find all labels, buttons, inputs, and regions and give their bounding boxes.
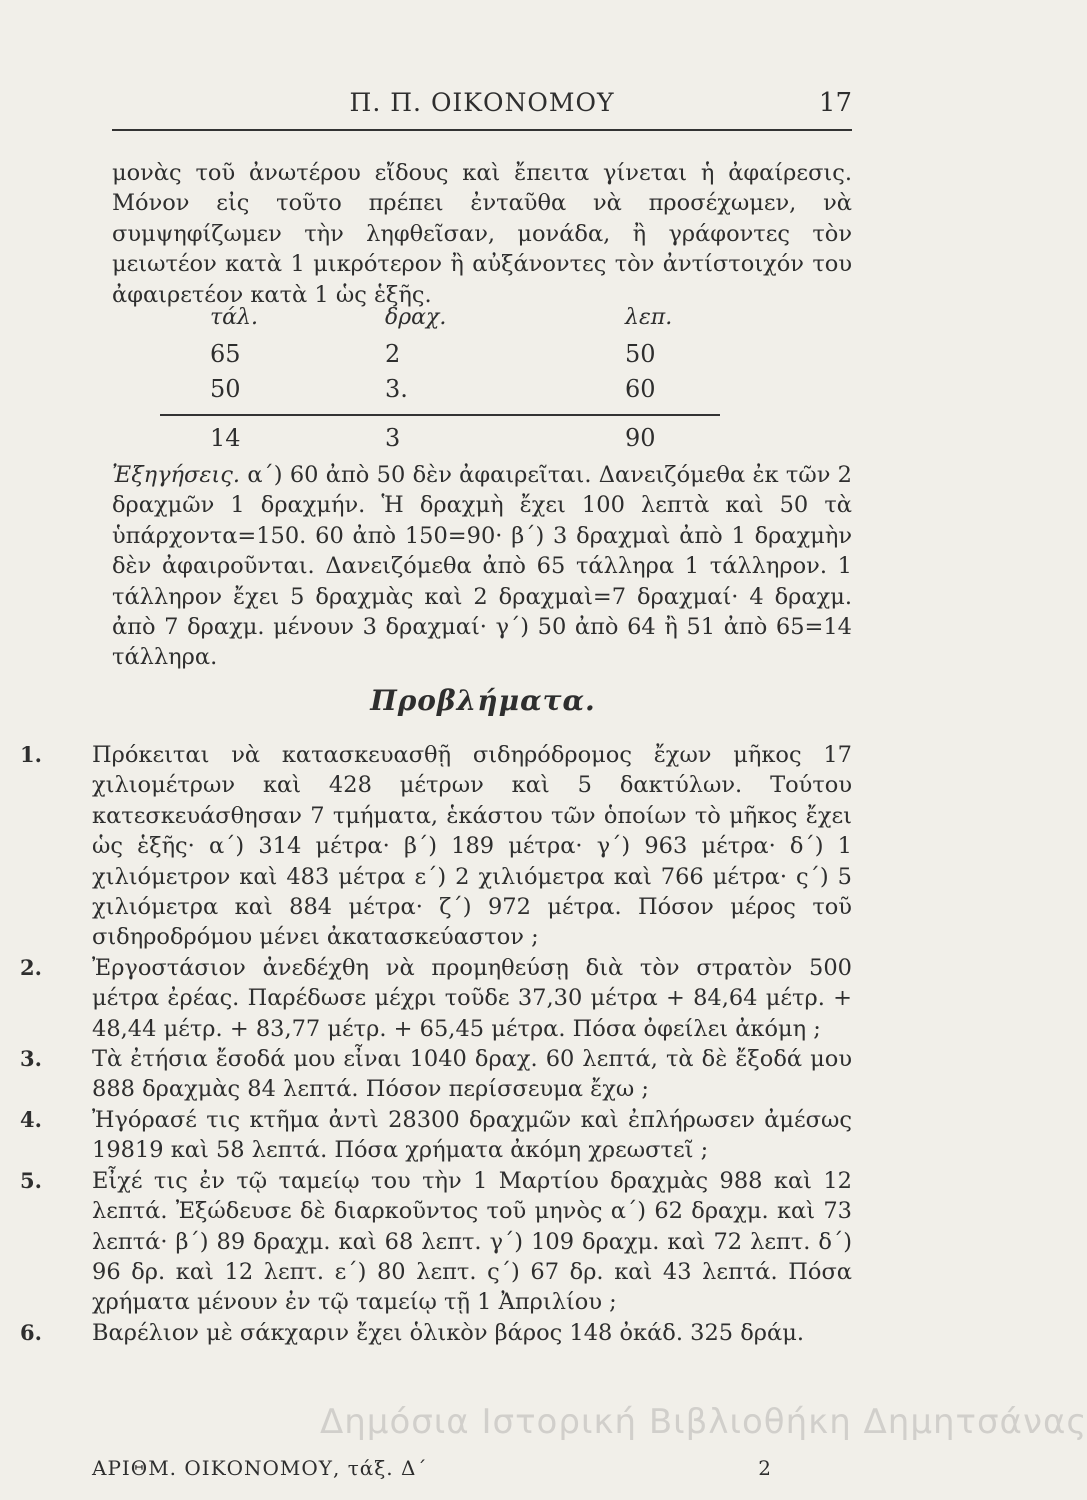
explanation-paragraph [112, 460, 852, 673]
calc-header-lepta: λεπ. [625, 305, 673, 330]
calc-result-cell: 90 [625, 424, 656, 452]
calc-result-cell: 14 [210, 424, 241, 452]
calc-row [160, 340, 720, 375]
calc-cell: 50 [625, 340, 656, 368]
problem-text: Ἐργοστάσιον ἀνεδέχθη νὰ προμηθεύσῃ διὰ τὸν στρατὸν 500 μέτρα ἐρέας. Παρέδωσε μέχρι τοῦδε 37,30 μέτρα + 84,64 μέτρ. + 48,44 μέτρ. + 83,77 μέτρ. + 65,45 μέτρα. Πόσα ὀφείλει ἀκόμη ; [92, 954, 852, 1042]
calc-result-row [160, 424, 720, 459]
problem-number: 2. [20, 954, 42, 980]
footer-sheet-number: 2 [758, 1456, 772, 1480]
problem-number: 4. [20, 1106, 42, 1132]
intro-paragraph [112, 158, 852, 310]
problem-text: Τὰ ἐτήσια ἔσοδά μου εἶναι 1040 δραχ. 60 λεπτά, τὰ δὲ ἔξοδά μου 888 δραχμὰς 84 λεπτά. Πόσον περίσσευμα ἔχω ; [92, 1046, 852, 1103]
calc-header-drachmes: δραχ. [385, 305, 447, 330]
problem-item [20, 1105, 852, 1166]
problems-list [20, 740, 852, 1348]
calc-cell: 2 [385, 340, 401, 368]
problem-text: Πρόκειται νὰ κατασκευασθῇ σιδηρόδρομος ἔχων μῆκος 17 χιλιομέτρων καὶ 428 μέτρων καὶ 5 δακτύλων. Τούτου κατεσκευάσθησαν 7 τμήματα, ἑκάστου τῶν ὁποίων τὸ μῆκος ἔχει ὡς ἑξῆς· α΄) 314 μέτρα· β΄) 189 μέτρα· γ΄) 963 μέτρα· δ΄) 1 χιλιόμετρον καὶ 483 μέτρα ε΄) 2 χιλιόμετρα καὶ 766 μέτρα· ς΄) 5 χιλιόμετρα καὶ 884 μέτρα· ζ΄) 972 μέτρα. Πόσον μέρος τοῦ σιδηροδρόμου μένει ἀκατασκεύαστον ; [92, 742, 852, 951]
section-title: Προβλήματα. [370, 684, 596, 717]
calc-cell: 65 [210, 340, 241, 368]
problem-number: 3. [20, 1046, 42, 1072]
problem-number: 1. [20, 742, 42, 767]
problem-number: 6. [20, 1319, 42, 1345]
intro-text: μονὰς τοῦ ἀνωτέρου εἴδους καὶ ἔπειτα γίνεται ἡ ἀφαίρεσις. Μόνον εἰς τοῦτο πρέπει ἐνταῦθα νὰ προσέχωμεν, νὰ συμψηφίζωμεν τὴν ληφθεῖσαν, μονάδα, ἢ γράφοντες τὸν μειωτέον κατὰ 1 μικρότερον ἢ αὐξάνοντες τὸν ἀντίστοιχόν του ἀφαιρετέον κατὰ 1 ὡς ἑξῆς. [112, 160, 852, 308]
calc-cell: 3. [385, 375, 408, 403]
problem-number: 5. [20, 1167, 42, 1193]
calc-result-cell: 3 [385, 424, 401, 452]
problem-text: Ἠγόρασέ τις κτῆμα ἀντὶ 28300 δραχμῶν καὶ ἐπλήρωσεν ἀμέσως 19819 καὶ 58 λεπτά. Πόσα χρήματα ἀκόμη χρεωστεῖ ; [92, 1106, 852, 1164]
calc-row [160, 375, 720, 410]
footer-signature: ΑΡΙΘΜ. ΟΙΚΟΝΟΜΟΥ, τάξ. Δ΄ [92, 1456, 428, 1480]
explanation-lead: Ἐξηγήσεις. [112, 462, 241, 488]
page-header [112, 82, 852, 122]
header-rule [112, 129, 852, 131]
calc-cell: 60 [625, 375, 656, 403]
subtraction-example [160, 305, 720, 459]
library-watermark: Δημόσια Ιστορική Βιβλιοθήκη Δημητσάνας [320, 1402, 1087, 1442]
page-number: 17 [818, 88, 852, 118]
explanation-text: α΄) 60 ἀπὸ 50 δὲν ἀφαιρεῖται. Δανειζόμεθα ἐκ τῶν 2 δραχμῶν 1 δραχμήν. Ἡ δραχμὴ ἔχει 100 λεπτὰ καὶ 50 τὰ ὑπάρχοντα=150. 60 ἀπὸ 150=90· β΄) 3 δραχμαὶ ἀπὸ 1 δραχμὴν δὲν ἀφαιροῦνται. Δανειζόμεθα ἀπὸ 65 τάλληρα 1 τάλληρον. 1 τάλληρον ἔχει 5 δραχμὰς καὶ 2 δραχμαὶ=7 δραχμαί· 4 δραχμ. ἀπὸ 7 δραχμ. μένουν 3 δραχμαί· γ΄) 50 ἀπὸ 64 ἢ 51 ἀπὸ 65=14 τάλληρα. [112, 462, 852, 671]
page-footer [92, 1456, 852, 1486]
calc-header-row [160, 305, 720, 340]
calc-cell: 50 [210, 375, 241, 403]
problem-item [20, 1166, 852, 1318]
running-title: Π. Π. ΟΙΚΟΝΟΜΟΥ [349, 88, 615, 117]
calc-result-rule [160, 414, 720, 416]
problem-item [20, 1318, 852, 1348]
problem-item [20, 953, 852, 1044]
problem-item [20, 1044, 852, 1105]
problem-item [20, 740, 852, 953]
calc-header-talira: τάλ. [210, 305, 258, 330]
problem-text: Βαρέλιον μὲ σάκχαριν ἔχει ὁλικὸν βάρος 148 ὀκάδ. 325 δράμ. [92, 1319, 804, 1346]
problem-text: Εἶχέ τις ἐν τῷ ταμείῳ του τὴν 1 Μαρτίου δραχμὰς 988 καὶ 12 λεπτά. Ἐξώδευσε δὲ διαρκοῦντος τοῦ μηνὸς α΄) 62 δραχμ. καὶ 73 λεπτά· β΄) 89 δραχμ. καὶ 68 λεπτ. γ΄) 109 δραχμ. καὶ 72 λεπτ. δ΄) 96 δρ. καὶ 12 λεπτ. ε΄) 80 λεπτ. ς΄) 67 δρ. καὶ 43 λεπτά. Πόσα χρήματα μένουν ἐν τῷ ταμείῳ τῇ 1 Ἀπριλίου ; [92, 1167, 852, 1316]
